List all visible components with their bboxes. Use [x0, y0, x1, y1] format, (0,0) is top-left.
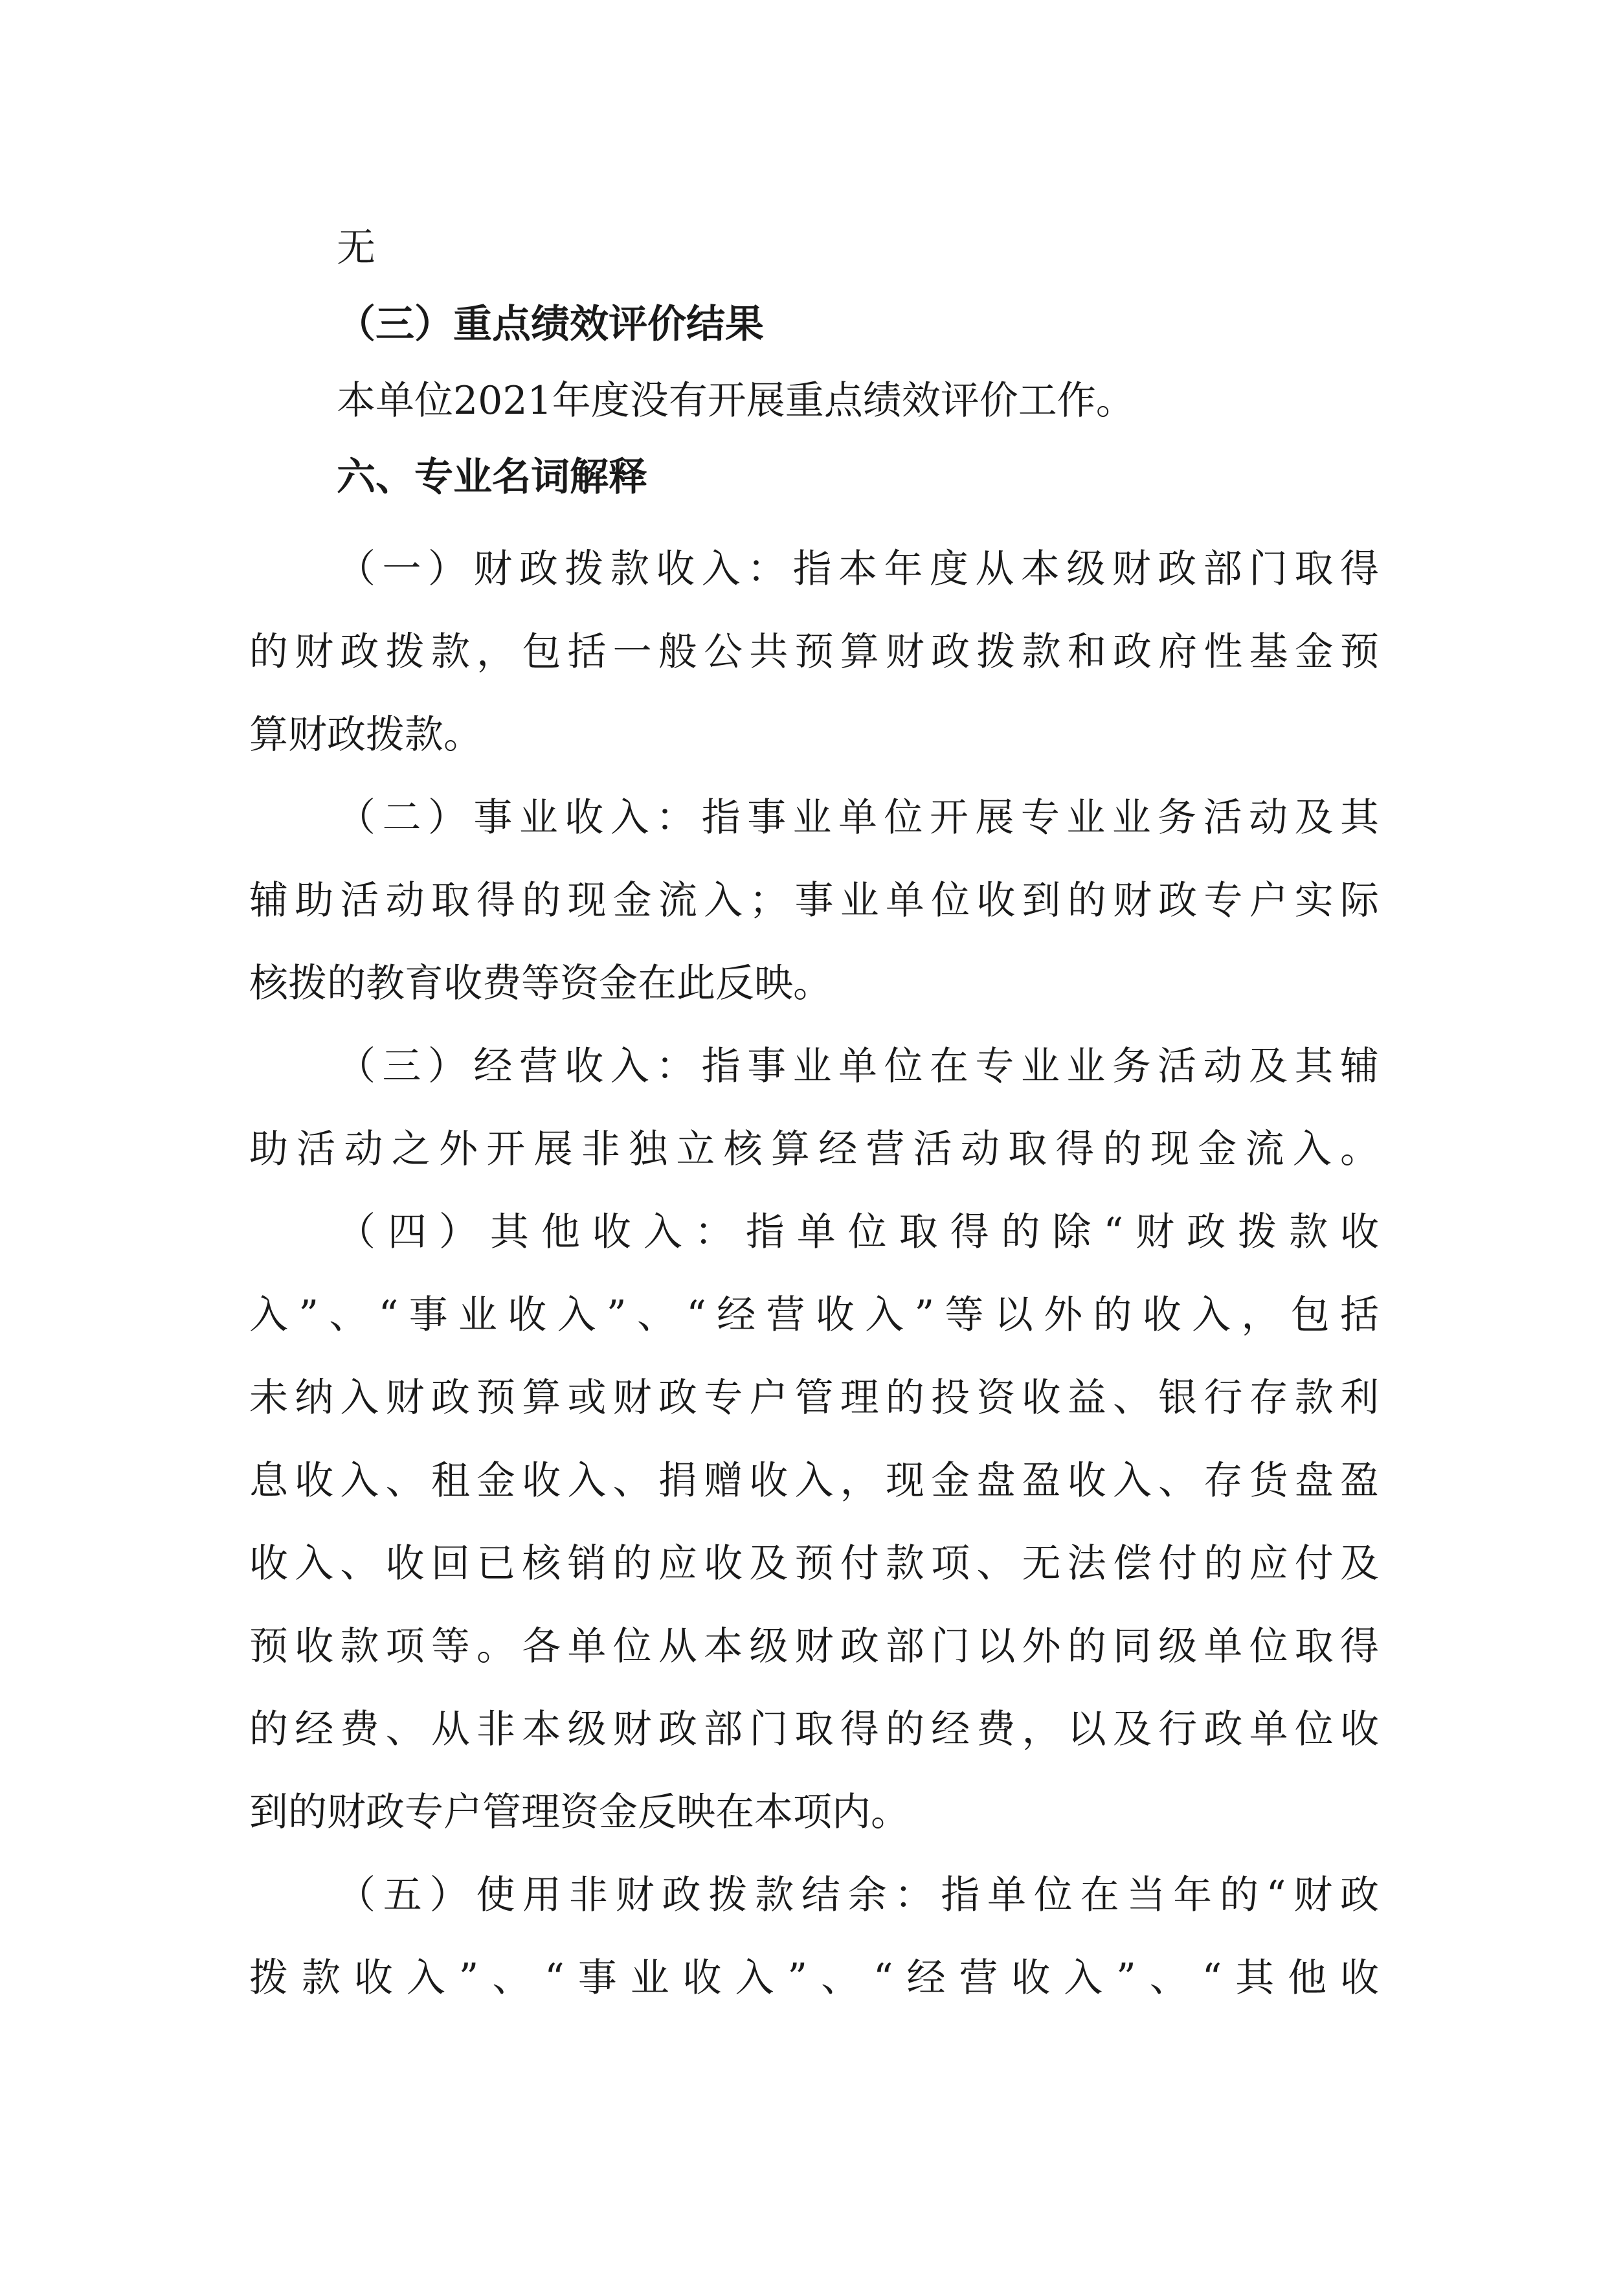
text-line: 未纳入财政预算或财政专户管理的投资收益、银行存款利 — [249, 1375, 1379, 1421]
text-line: 算财政拨款。 — [249, 712, 482, 758]
text-line: 预收款项等。各单位从本级财政部门以外的同级单位取得 — [249, 1624, 1379, 1669]
text-line: 到的财政专户管理资金反映在本项内。 — [249, 1790, 910, 1835]
text-line: 的经费、从非本级财政部门取得的经费，以及行政单位收 — [249, 1707, 1379, 1752]
text-line-none: 无 — [337, 225, 375, 271]
text-line: 助活动之外开展非独立核算经营活动取得的现金流入。 — [249, 1127, 1379, 1172]
text-line: （二）事业收入：指事业单位开展专业业务活动及其 — [337, 795, 1379, 840]
text-line: 拨款收入”、“事业收入”、“经营收入”、“其他收 — [249, 1955, 1379, 2001]
text-line: 核拨的教育收费等资金在此反映。 — [249, 961, 832, 1006]
text-line: （一）财政拨款收入：指本年度从本级财政部门取得 — [337, 546, 1379, 592]
text-line: 的财政拨款，包括一般公共预算财政拨款和政府性基金预 — [249, 629, 1379, 675]
text-line: 入”、“事业收入”、“经营收入”等以外的收入，包括 — [249, 1292, 1379, 1338]
text-line: 息收入、租金收入、捐赠收入，现金盘盈收入、存货盘盈 — [249, 1458, 1379, 1503]
text-line: 收入、收回已核销的应收及预付款项、无法偿付的应付及 — [249, 1541, 1379, 1586]
text-line: 本单位2021年度没有开展重点绩效评价工作。 — [337, 378, 1135, 423]
text-line: （四）其他收入：指单位取得的除“财政拨款收 — [337, 1210, 1379, 1255]
text-line: （三）经营收入：指事业单位在专业业务活动及其辅 — [337, 1044, 1379, 1089]
subheading-key-performance-evaluation: （三）重点绩效评价结果 — [337, 302, 764, 347]
text-line: 辅助活动取得的现金流入；事业单位收到的财政专户实际 — [249, 878, 1379, 923]
text-line: （五）使用非财政拨款结余：指单位在当年的“财政 — [337, 1873, 1379, 1918]
section-heading-glossary: 六、专业名词解释 — [337, 455, 647, 500]
